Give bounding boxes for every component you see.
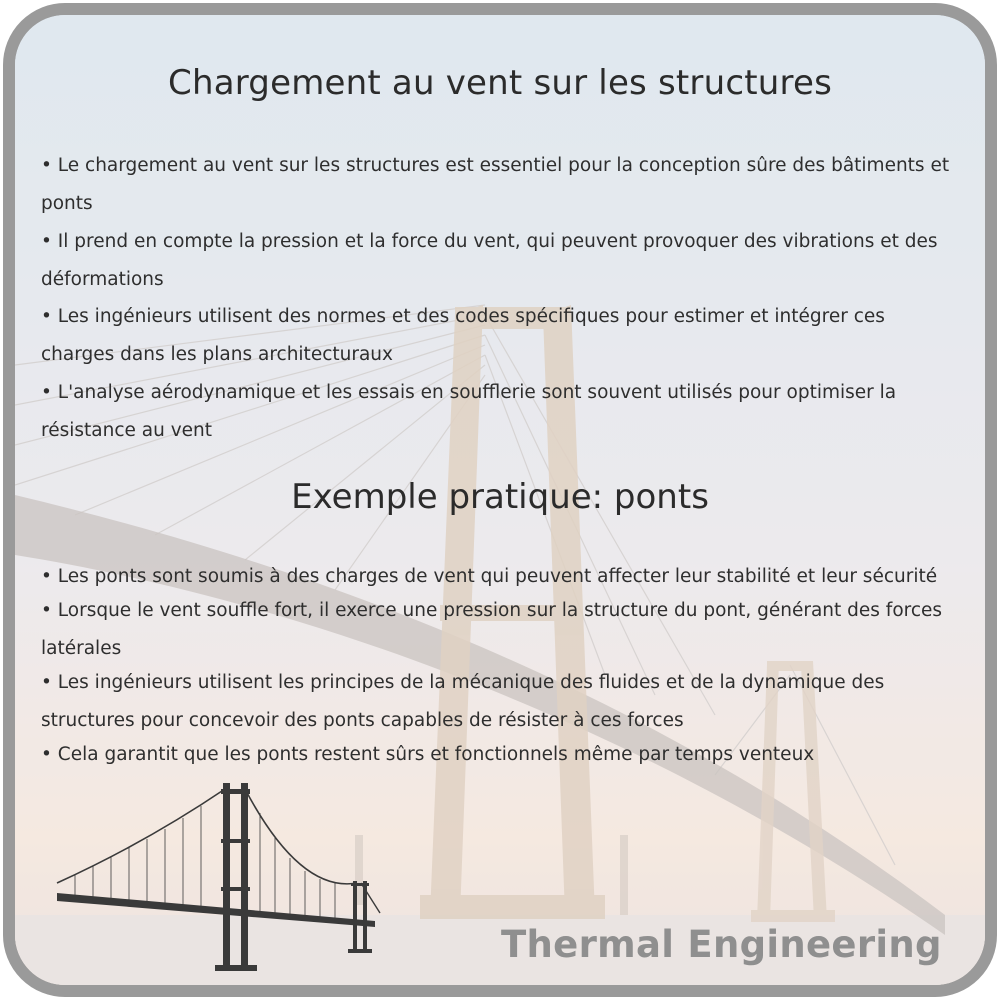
bullet-item: • Lorsque le vent souffle fort, il exerce une pression sur la structure du pont, générant des forces latérales: [41, 600, 943, 659]
bullet-item: • Les ingénieurs utilisent des normes et des codes spécifiques pour estimer et intégrer ces charges dans les plans architecturaux: [41, 306, 885, 365]
bullet-item: • L'analyse aérodynamique et les essais en soufflerie sont souvent utilisés pour optimiser la résistance au vent: [41, 381, 897, 441]
example-bullet-list: [41, 558, 961, 770]
bullet-item: • Cela garantit que les ponts restent sûrs et fonctionnels même par temps venteux: [41, 744, 815, 765]
bullet-item: • Les ponts sont soumis à des charges de vent qui peuvent affecter leur stabilité et leur sécurité: [41, 566, 938, 587]
bullet-item: • Il prend en compte la pression et la force du vent, qui peuvent provoquer des vibrations et des déformations: [41, 230, 938, 290]
bullet-item: • Le chargement au vent sur les structures est essentiel pour la conception sûre des bâtiments et ponts: [41, 155, 950, 214]
suspension-bridge-icon: [45, 783, 385, 973]
section-heading: Exemple pratique: ponts: [291, 477, 709, 517]
card-frame: [3, 3, 997, 997]
brand-watermark: Thermal Engineering: [501, 923, 942, 966]
content: [15, 15, 985, 985]
page-title: Chargement au vent sur les structures: [168, 63, 832, 103]
bullet-item: • Les ingénieurs utilisent les principes de la mécanique des fluides et de la dynamique des structures pour concevoir des ponts capables de résister à ces forces: [41, 672, 885, 731]
intro-bullet-list: [41, 147, 961, 449]
